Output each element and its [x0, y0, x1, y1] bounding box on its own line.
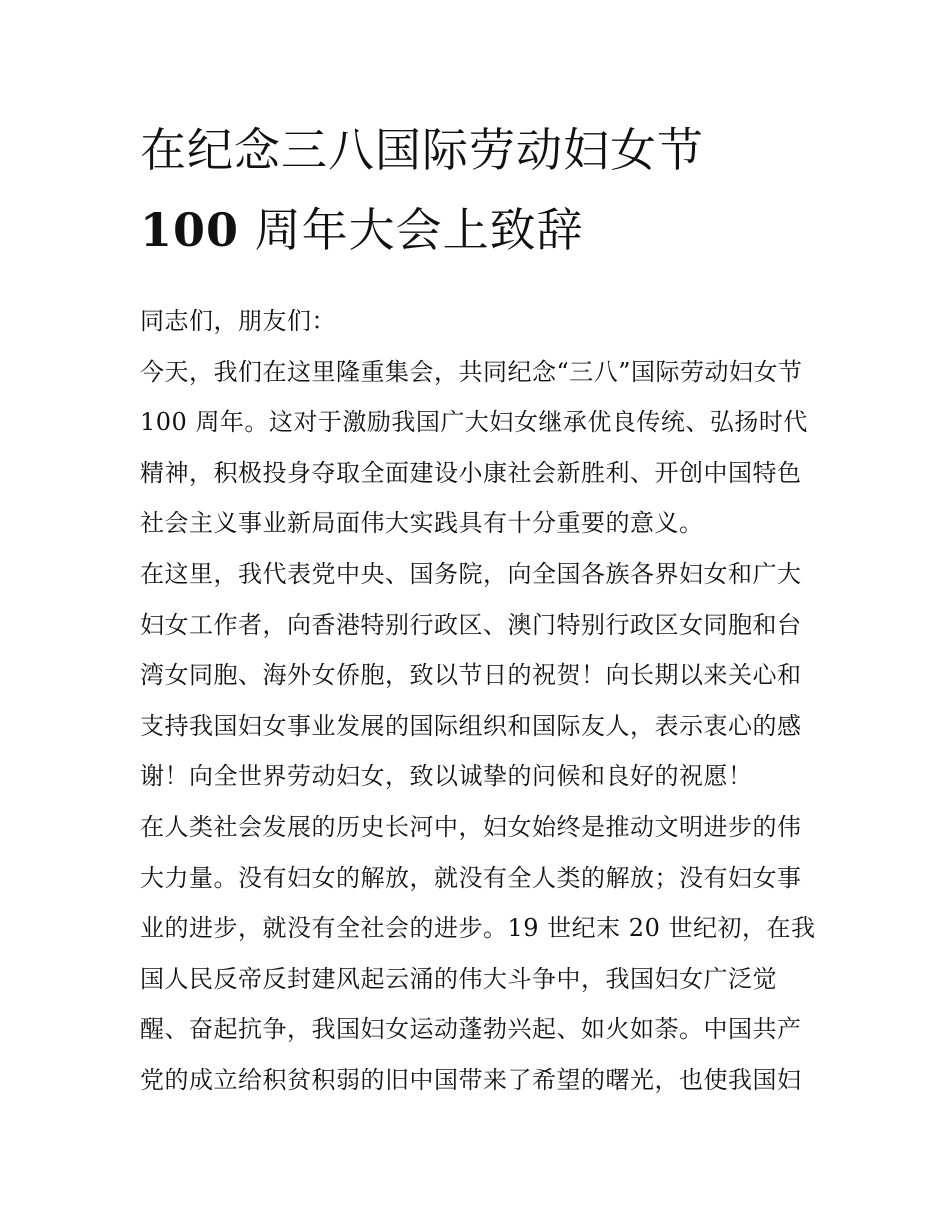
body-line: 精神，积极投身夺取全面建设小康社会新胜利、开创中国特色	[140, 458, 802, 487]
title-line-2-text: 周年大会上致辞	[239, 203, 584, 257]
body-line: 业的进步，就没有全社会的进步。19 世纪末 20 世纪初，在我	[140, 914, 816, 943]
body-line: 谢！向全世界劳动妇女，致以诚挚的问候和良好的祝愿！	[140, 762, 753, 791]
document-body	[140, 296, 820, 1106]
body-line: 社会主义事业新局面伟大实践具有十分重要的意义。	[140, 509, 704, 538]
body-line: 党的成立给积贫积弱的旧中国带来了希望的曙光，也使我国妇	[140, 1065, 802, 1094]
body-line: 国人民反帝反封建风起云涌的伟大斗争中，我国妇女广泛觉	[140, 964, 777, 993]
document-title	[140, 110, 820, 270]
body-line: 大力量。没有妇女的解放，就没有全人类的解放；没有妇女事	[140, 863, 802, 892]
body-line: 湾女同胞、海外女侨胞，致以节日的祝贺！向长期以来关心和	[140, 661, 802, 690]
document-page	[140, 110, 820, 1106]
body-line: 醒、奋起抗争，我国妇女运动蓬勃兴起、如火如荼。中国共产	[140, 1015, 802, 1044]
body-line: 100 周年。这对于激励我国广大妇女继承优良传统、弘扬时代	[140, 408, 808, 437]
title-line-2	[140, 190, 820, 270]
body-line: 妇女工作者，向香港特别行政区、澳门特别行政区女同胞和台	[140, 610, 802, 639]
title-number: 100	[140, 203, 240, 257]
body-line: 支持我国妇女事业发展的国际组织和国际友人，表示衷心的感	[140, 711, 802, 740]
body-line: 在这里，我代表党中央、国务院，向全国各族各界妇女和广大	[140, 559, 802, 588]
body-line: 同志们，朋友们：	[140, 307, 336, 335]
body-line: 今天，我们在这里隆重集会，共同纪念“三八”国际劳动妇女节	[140, 357, 803, 386]
body-line: 在人类社会发展的历史长河中，妇女始终是推动文明进步的伟	[140, 812, 802, 841]
title-line-1: 在纪念三八国际劳动妇女节	[140, 123, 704, 177]
